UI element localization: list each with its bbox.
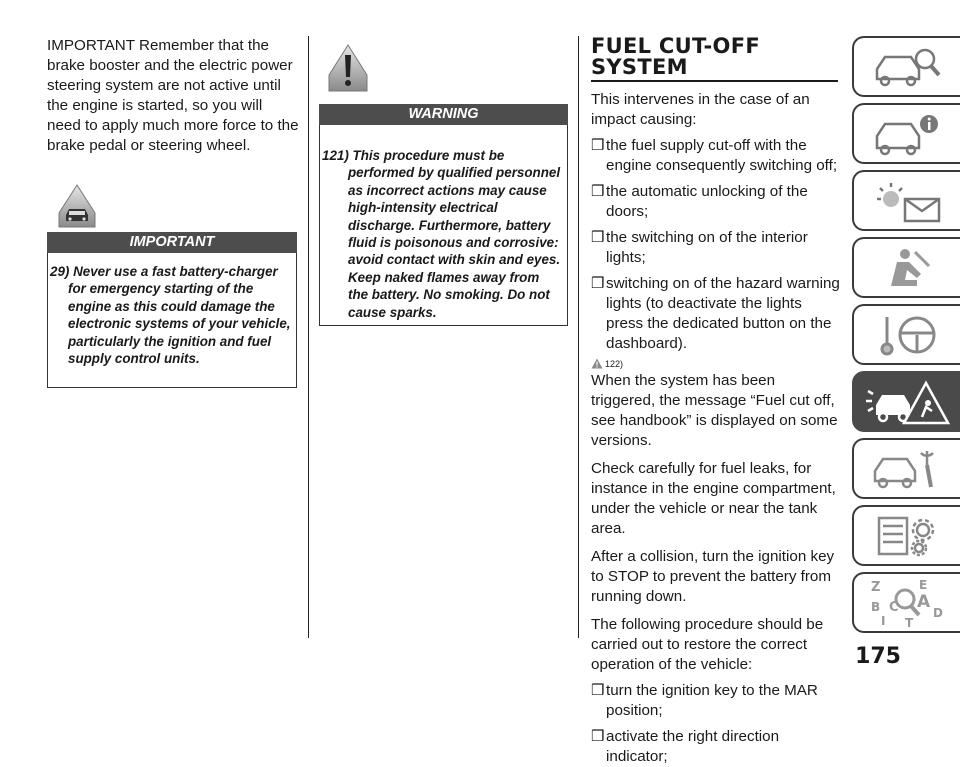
- list-item-text: the switching on of the interior lights;: [606, 229, 808, 266]
- list-item-text: activate the right direction indicator;: [606, 728, 780, 765]
- tab-in-an-emergency[interactable]: [852, 371, 960, 432]
- warning-box-header: WARNING: [319, 104, 568, 125]
- warning-item: [320, 125, 567, 321]
- svg-text:T: T: [905, 615, 914, 629]
- car-breakdown-warning-icon: [864, 377, 950, 427]
- svg-text:A: A: [917, 591, 931, 612]
- warning-box: [319, 125, 568, 326]
- bullet-glyph: ❒: [591, 183, 605, 200]
- list-item: [591, 274, 841, 354]
- bullet-glyph: ❒: [591, 229, 605, 246]
- bullet-glyph: ❒: [591, 728, 605, 745]
- list-item: [591, 727, 841, 767]
- tab-technical-specifications[interactable]: [852, 505, 960, 566]
- chapter-tabs: [852, 36, 960, 639]
- list-item: [591, 136, 841, 176]
- tab-warning-lights[interactable]: [852, 170, 960, 231]
- car-road-hazard-icon: [57, 183, 97, 229]
- important-box: [47, 253, 297, 388]
- warning-triangle-icon: [591, 358, 603, 369]
- list-item-text: switching on of the hazard warning lights (to deactivate the lights press the dedicated button on the dashboard).: [606, 275, 840, 352]
- list-item-text: the fuel supply cut-off with the engine consequently switching off;: [606, 137, 838, 174]
- warning-reference: [591, 358, 841, 369]
- right-column: [591, 36, 841, 767]
- warning-item-number: 121): [322, 148, 349, 163]
- list-item: [591, 228, 841, 268]
- important-item-text: Never use a fast battery-charger for emergency starting of the engine as this could damage the electronic systems of your vehicle, particularly the ignition and fuel supply control units.: [68, 264, 291, 367]
- warning-item-text: This procedure must be performed by qualified personnel as incorrect actions may cause high-intensity electrical discharge. Furthermore, battery fluid is poisonous and corrosive: avoid contact with skin and eyes. Keep naked flames away from the battery. No smoking. Do not cause sparks.: [348, 148, 561, 320]
- alphabetical-index-icon: [867, 577, 947, 629]
- paragraph: Check carefully for fuel leaks, for instance in the engine compartment, under the vehicle or near the tank area.: [591, 460, 836, 537]
- tab-safety[interactable]: [852, 237, 960, 298]
- warning-lights-message-icon: [871, 179, 943, 223]
- tab-servicing-care[interactable]: [852, 438, 960, 499]
- svg-text:C: C: [889, 599, 899, 615]
- svg-text:I: I: [881, 613, 886, 628]
- section-intro: This intervenes in the case of an impact causing:: [591, 91, 810, 128]
- important-box-header: IMPORTANT: [47, 232, 297, 253]
- tab-information[interactable]: [852, 103, 960, 164]
- intro-paragraph: IMPORTANT Remember that the brake booster and the electric power steering system are not active until the engine is started, so you will need to apply much more force to the brake pedal or steering wheel.: [47, 37, 299, 154]
- bullet-glyph: ❒: [591, 275, 605, 292]
- warning-reference-number: 122): [605, 358, 624, 369]
- svg-text:E: E: [919, 577, 928, 592]
- column-divider-2: [578, 36, 579, 638]
- specifications-gear-icon: [871, 514, 943, 558]
- tab-knowing-your-car[interactable]: [852, 36, 960, 97]
- bullet-glyph: ❒: [591, 682, 605, 699]
- tab-starting-driving[interactable]: [852, 304, 960, 365]
- paragraph: When the system has been triggered, the message “Fuel cut off, see handbook” is displayed on some versions.: [591, 372, 838, 449]
- svg-text:B: B: [871, 599, 881, 614]
- list-item: [591, 182, 841, 222]
- list-item-text: turn the ignition key to the MAR position;: [606, 682, 818, 719]
- bullet-glyph: ❒: [591, 137, 605, 154]
- tab-index[interactable]: [852, 572, 960, 633]
- car-search-icon: [871, 45, 943, 89]
- important-item-number: 29): [50, 264, 70, 279]
- section-title-rule: [591, 80, 838, 82]
- warning-exclamation-icon: [327, 43, 369, 93]
- column-divider-1: [308, 36, 309, 638]
- key-steering-wheel-icon: [871, 313, 943, 357]
- svg-text:D: D: [933, 605, 943, 620]
- section-title-line1: FUEL CUT-OFF: [591, 34, 760, 58]
- page-number: 175: [855, 644, 901, 669]
- car-maintenance-icon: [871, 447, 943, 491]
- paragraph: The following procedure should be carried out to restore the correct operation of the vehicle:: [591, 616, 824, 673]
- important-item: [48, 253, 296, 367]
- list-item: [591, 681, 841, 721]
- section-title-line2: SYSTEM: [591, 55, 688, 79]
- seat-safety-icon: [871, 246, 943, 290]
- svg-text:Z: Z: [871, 579, 881, 595]
- list-item-text: the automatic unlocking of the doors;: [606, 183, 808, 220]
- car-info-icon: [871, 112, 943, 156]
- paragraph: After a collision, turn the ignition key to STOP to prevent the battery from running down.: [591, 548, 835, 605]
